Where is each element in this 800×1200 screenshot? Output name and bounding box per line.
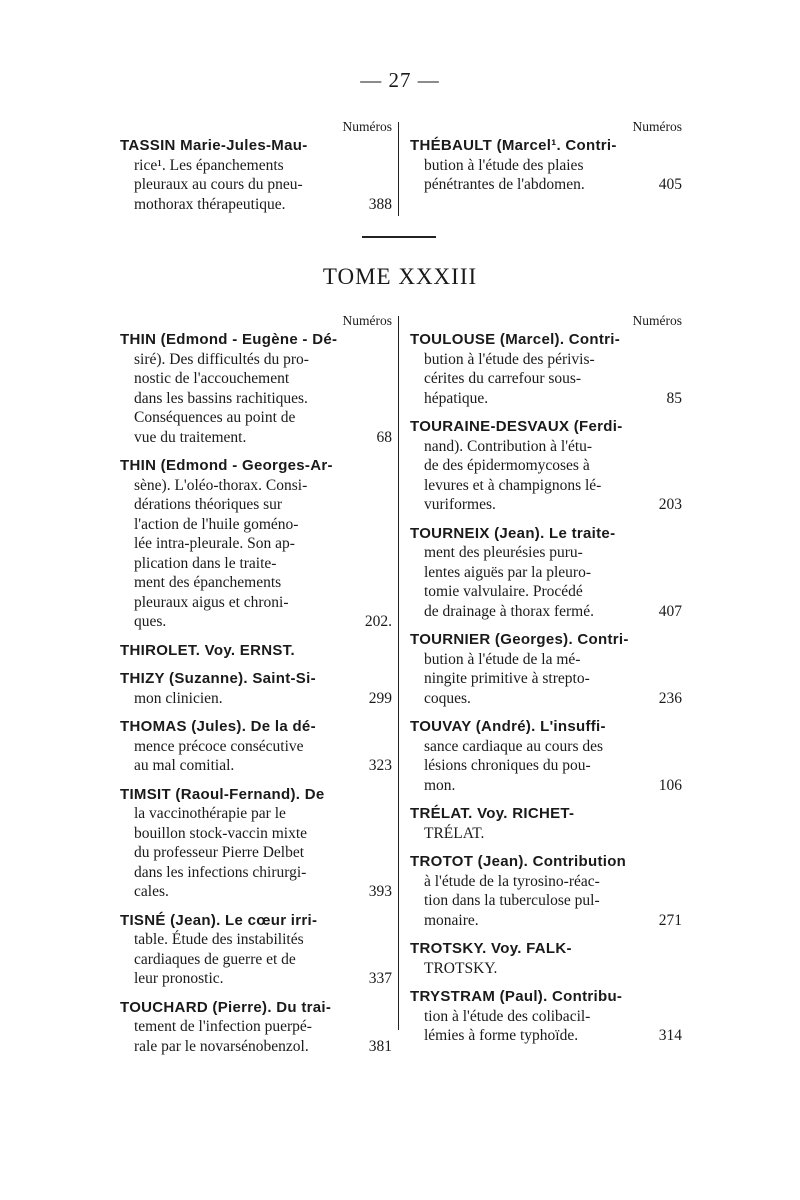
entry-text-line: nostic de l'accouchement — [134, 370, 290, 387]
entry-heading — [410, 524, 682, 544]
index-entry — [120, 641, 392, 661]
entry-number: 381 — [368, 1037, 392, 1055]
index-entry — [120, 669, 392, 708]
entry-author: TOURNIER (Georges). Contri- — [410, 631, 629, 648]
entry-text-line: rice¹. Les épanchements — [134, 156, 284, 174]
entry-text-line: tomie valvulaire. Procédé — [424, 583, 583, 600]
index-entry — [410, 630, 682, 708]
entry-heading — [410, 630, 682, 650]
entry-author: THIZY (Suzanne). Saint-Si- — [120, 670, 316, 687]
entry-text-line: lentes aiguës par la pleuro- — [424, 563, 591, 581]
entry-text-line: au mal comitial. 323 — [134, 757, 392, 774]
entry-text-line: bution à l'étude des périvis- — [424, 350, 595, 368]
entry-text-line: vuriformes. 203 — [424, 496, 682, 513]
entry-heading — [120, 717, 392, 737]
entry-text-line: dans les bassins rachitiques. — [134, 389, 308, 407]
entry-author: TOUVAY (André). L'insuffi- — [410, 718, 606, 735]
entry-text-line: mence précoce consécutive — [134, 737, 304, 755]
page-number: — 27 — — [360, 68, 440, 92]
entry-number: 203 — [658, 496, 682, 513]
entry-text-line: ment des épanchements — [134, 574, 282, 591]
entry-text-line: plication dans le traite- — [134, 554, 277, 572]
section-rule — [362, 236, 436, 238]
column-divider — [398, 122, 399, 216]
entry-text-line: bution à l'étude de la mé- — [424, 650, 581, 668]
entry-text-line: siré). Des difficultés du pro- — [134, 350, 309, 368]
entry-author: TOULOUSE (Marcel). Contri- — [410, 331, 621, 348]
entry-text-line: du professeur Pierre Delbet — [134, 844, 305, 861]
entry-text-line: lésions chroniques du pou- — [424, 757, 591, 774]
entry-text-line: de des épidermomycoses à — [424, 457, 590, 474]
entry-text-line: dans les infections chirurgi- — [134, 863, 307, 881]
index-entry — [410, 330, 682, 408]
entry-heading — [410, 804, 682, 824]
index-entry — [120, 330, 392, 447]
numeros-label: Numéros — [342, 313, 392, 328]
entry-heading — [120, 785, 392, 805]
entry-heading — [120, 911, 392, 931]
entry-number: 68 — [376, 428, 392, 446]
index-entry — [120, 456, 392, 632]
entry-text-line: TROTSKY. — [424, 959, 498, 977]
entry-list — [410, 136, 682, 195]
entry-number: 106 — [658, 776, 682, 794]
entry-heading — [410, 136, 682, 156]
index-entry — [410, 717, 682, 795]
entry-number: 314 — [658, 1027, 682, 1044]
index-entry — [120, 136, 392, 214]
entry-author: TRYSTRAM (Paul). Contribu- — [410, 988, 623, 1005]
entry-text-line: cales. 393 — [134, 883, 392, 900]
entry-number: 337 — [368, 970, 392, 987]
entry-text-line: ques. 202. — [134, 613, 392, 630]
entry-author: TOURNEIX (Jean). Le traite- — [410, 524, 616, 542]
index-entry — [410, 417, 682, 515]
index-entry — [120, 998, 392, 1057]
entry-author: THOMAS (Jules). De la dé- — [120, 718, 316, 735]
numeros-label: Numéros — [632, 119, 682, 134]
entry-text-line: tement de l'infection puerpé- — [134, 1018, 312, 1035]
entry-author: TISNÉ (Jean). Le cœur irri- — [120, 911, 318, 929]
entry-author: THIN (Edmond - Eugène - Dé- — [120, 331, 338, 348]
entry-heading — [410, 417, 682, 437]
index-entry — [410, 852, 682, 930]
entry-text-line: dérations théoriques sur — [134, 496, 283, 513]
entry-heading — [410, 330, 682, 350]
entry-text-line: cardiaques de guerre et de — [134, 950, 296, 968]
entry-author: TRÉLAT. Voy. RICHET- — [410, 805, 575, 822]
entry-text-line: sène). L'oléo-thorax. Consi- — [134, 476, 308, 494]
entry-text-line: levures et à champignons lé- — [424, 476, 602, 494]
entry-text-line: tion à l'étude des colibacil- — [424, 1007, 591, 1025]
column-divider — [398, 316, 399, 1030]
entry-number: 236 — [658, 689, 682, 707]
entry-text-line: vue du traitement. 68 — [134, 428, 392, 446]
index-entry — [410, 524, 682, 622]
entry-text-line: la vaccinothérapie par le — [134, 805, 286, 822]
entry-heading — [410, 987, 682, 1007]
entry-text-line: mon. 106 — [424, 776, 682, 794]
entry-heading — [120, 456, 392, 476]
index-entry — [410, 136, 682, 195]
entry-text-line: tion dans la tuberculose pul- — [424, 892, 600, 909]
entry-text-line: pleuraux aigus et chroni- — [134, 593, 289, 611]
entry-text-line: hépatique. 85 — [424, 389, 682, 407]
entry-text-line: nand). Contribution à l'étu- — [424, 437, 593, 455]
entry-text-line: coques. 236 — [424, 689, 682, 707]
entry-author: TOUCHARD (Pierre). Du trai- — [120, 998, 332, 1016]
entry-heading — [120, 641, 392, 661]
entry-text-line: l'action de l'huile goméno- — [134, 515, 299, 533]
entry-text-line: pleuraux au cours du pneu- — [134, 176, 303, 193]
entry-text-line: mon clinicien. 299 — [134, 689, 392, 707]
entry-author: THÉBAULT (Marcel¹. Contri- — [410, 137, 617, 154]
numeros-label: Numéros — [632, 313, 682, 328]
entry-author: TIMSIT (Raoul-Fernand). De — [120, 785, 325, 803]
index-entry — [410, 987, 682, 1046]
entry-text-line: lémies à forme typhoïde. 314 — [424, 1027, 682, 1044]
entry-text-line: leur pronostic. 337 — [134, 970, 392, 987]
entry-list — [120, 136, 392, 214]
entry-author: TASSIN Marie-Jules-Mau- — [120, 137, 308, 154]
entry-author: THIN (Edmond - Georges-Ar- — [120, 457, 333, 474]
entry-heading — [410, 717, 682, 737]
entry-list — [410, 330, 682, 1046]
entry-list — [120, 330, 392, 1056]
entry-number: 393 — [368, 883, 392, 900]
index-entry — [120, 785, 392, 902]
entry-text-line: pénétrantes de l'abdomen. 405 — [424, 176, 682, 193]
entry-text-line: TRÉLAT. — [424, 824, 485, 842]
index-entry — [410, 939, 682, 978]
entry-number: 323 — [368, 757, 392, 774]
entry-text-line: à l'étude de la tyrosino-réac- — [424, 872, 600, 890]
index-entry — [120, 911, 392, 989]
entry-text-line: Conséquences au point de — [134, 409, 296, 426]
entry-author: THIROLET. Voy. ERNST. — [120, 641, 295, 659]
entry-text-line: bution à l'étude des plaies — [424, 156, 584, 174]
entry-number: 407 — [658, 602, 682, 620]
entry-text-line: mothorax thérapeutique. 388 — [134, 195, 392, 213]
left-column — [120, 312, 392, 1065]
entry-text-line: lée intra-pleurale. Son ap- — [134, 535, 295, 552]
entry-number: 271 — [658, 911, 682, 929]
entry-author: TROTOT (Jean). Contribution — [410, 853, 627, 870]
entry-text-line: rale par le novarsénobenzol. 381 — [134, 1037, 392, 1055]
top-right-column — [410, 118, 682, 204]
entry-number: 85 — [666, 389, 682, 407]
entry-number: 388 — [368, 195, 392, 213]
entry-text-line: ment des pleurésies puru- — [424, 544, 583, 561]
top-left-column — [120, 118, 392, 223]
entry-author: TROTSKY. Voy. FALK- — [410, 940, 572, 957]
entry-heading — [120, 330, 392, 350]
entry-author: TOURAINE-DESVAUX (Ferdi- — [410, 418, 623, 435]
entry-text-line: bouillon stock-vaccin mixte — [134, 824, 308, 842]
entry-text-line: sance cardiaque au cours des — [424, 737, 604, 755]
index-entry — [120, 717, 392, 776]
tome-title: TOME XXXIII — [322, 264, 478, 289]
entry-text-line: cérites du carrefour sous- — [424, 370, 582, 387]
entry-text-line: table. Étude des instabilités — [134, 931, 304, 948]
entry-heading — [410, 852, 682, 872]
entry-text-line: ningite primitive à strepto- — [424, 670, 590, 687]
entry-heading — [120, 998, 392, 1018]
index-entry — [410, 804, 682, 843]
entry-heading — [120, 136, 392, 156]
numeros-label: Numéros — [342, 119, 392, 134]
entry-number: 405 — [658, 176, 682, 193]
entry-heading — [410, 939, 682, 959]
entry-text-line: de drainage à thorax fermé. 407 — [424, 602, 682, 620]
entry-heading — [120, 669, 392, 689]
entry-number: 299 — [368, 689, 392, 707]
entry-number: 202. — [364, 613, 392, 630]
entry-text-line: monaire. 271 — [424, 911, 682, 929]
right-column — [410, 312, 682, 1055]
